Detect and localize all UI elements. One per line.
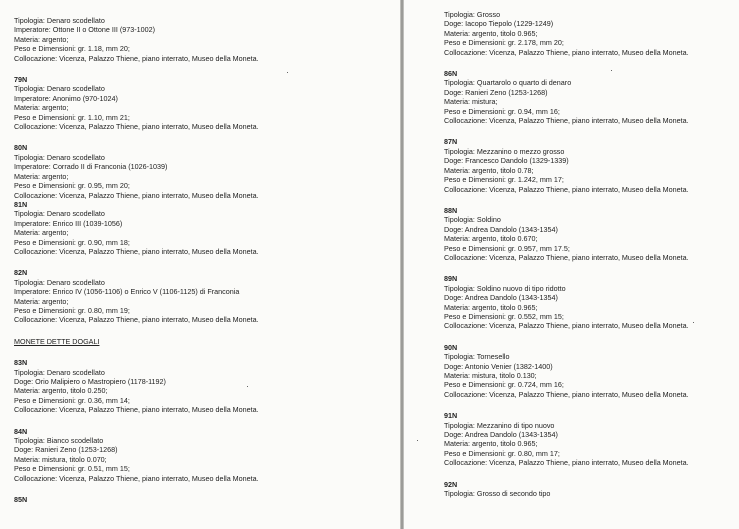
paper-speck [247, 386, 248, 387]
entry-line: Peso e Dimensioni: gr. 0.51, mm 15; [14, 464, 130, 474]
left-entries-after [14, 358, 396, 504]
entry-line: Peso e Dimensioni: gr. 0.90, mm 18; [14, 237, 130, 247]
entry-code: 79N [14, 75, 28, 85]
left-entries [14, 16, 396, 325]
paper-speck [417, 440, 418, 441]
entry-code: 92N [444, 479, 458, 489]
catalog-entry [444, 137, 735, 193]
entry-line: Materia: argento, titolo 0.965; [444, 28, 538, 38]
entry-code: 81N [14, 199, 28, 209]
entry-line: Collocazione: Vicenza, Palazzo Thiene, piano interrato, Museo della Moneta. [14, 473, 259, 483]
catalog-entry [14, 75, 396, 131]
entry-code: 84N [14, 426, 28, 436]
entry-line: Materia: argento, titolo 0.78; [444, 165, 534, 175]
paper-speck [693, 322, 694, 323]
entry-line: Materia: argento, titolo 0.250; [14, 386, 108, 396]
entry-code: 88N [444, 205, 458, 215]
entry-line: Materia: argento; [14, 228, 69, 238]
entry-line: Peso e Dimensioni: gr. 0.957, mm 17.5; [444, 243, 570, 253]
entry-line: Materia: argento, titolo 0.670; [444, 234, 538, 244]
entry-line: Tipologia: Soldino [444, 215, 501, 225]
entry-line: Collocazione: Vicenza, Palazzo Thiene, piano interrato, Museo della Moneta. [444, 321, 689, 331]
catalog-entry [14, 16, 396, 63]
entry-line: Peso e Dimensioni: gr. 1.242, mm 17; [444, 175, 564, 185]
entry-line: Materia: argento; [14, 34, 69, 44]
right-page [404, 0, 739, 529]
entry-line: Collocazione: Vicenza, Palazzo Thiene, piano interrato, Museo della Moneta. [444, 252, 689, 262]
catalog-entry [14, 143, 396, 199]
entry-line: Peso e Dimensioni: gr. 2.178, mm 20; [444, 38, 564, 48]
entry-line: Tipologia: Denaro scodellato [14, 367, 105, 377]
entry-code: 91N [444, 411, 458, 421]
entry-line: Tipologia: Mezzanino o mezzo grosso [444, 146, 565, 156]
entry-line: Tipologia: Bianco scodellato [14, 436, 104, 446]
entry-line: Doge: Andrea Dandolo (1343-1354) [444, 224, 558, 234]
entry-line: Collocazione: Vicenza, Palazzo Thiene, piano interrato, Museo della Moneta. [444, 184, 689, 194]
entry-line: Tipologia: Denaro scodellato [14, 209, 105, 219]
entry-line: Peso e Dimensioni: gr. 0.80, mm 17; [444, 448, 560, 458]
entry-line: Doge: Francesco Dandolo (1329-1339) [444, 156, 569, 166]
paper-speck [611, 70, 612, 71]
section-heading: MONETE DETTE DOGALI [14, 336, 100, 346]
entry-line: Tipologia: Denaro scodellato [14, 152, 105, 162]
entry-line: Materia: mistura; [444, 97, 498, 107]
entry-line: Peso e Dimensioni: gr. 0.94, mm 16; [444, 106, 560, 116]
entry-line: Peso e Dimensioni: gr. 0.80, mm 19; [14, 305, 130, 315]
entry-code: 83N [14, 358, 28, 368]
entry-line: Peso e Dimensioni: gr. 0.36, mm 14; [14, 395, 130, 405]
entry-line: Doge: Orio Malipiero o Mastropiero (1178-1192) [14, 377, 166, 386]
entry-line: Doge: Andrea Dandolo (1343-1354) [444, 430, 558, 440]
entry-line: Tipologia: Mezzanino di tipo nuovo [444, 420, 555, 430]
entry-line: Collocazione: Vicenza, Palazzo Thiene, piano interrato, Museo della Moneta. [14, 315, 259, 325]
entry-code: 89N [444, 274, 458, 284]
entry-line: Tipologia: Tornesello [444, 352, 510, 362]
entry-line: Imperatore: Corrado II di Franconia (1026-1039) [14, 162, 168, 172]
entry-line: Materia: argento; [14, 103, 69, 113]
entry-code: 86N [444, 69, 458, 79]
entry-line: Imperatore: Enrico III (1039-1056) [14, 218, 123, 228]
catalog-entry [14, 268, 396, 324]
entry-line: Collocazione: Vicenza, Palazzo Thiene, piano interrato, Museo della Moneta. [444, 389, 689, 399]
entry-line: Doge: Antonio Venier (1382-1400) [444, 361, 553, 371]
entry-line: Peso e Dimensioni: gr. 1.18, mm 20; [14, 44, 130, 54]
catalog-entry [14, 358, 396, 414]
entry-line: Doge: Andrea Dandolo (1343-1354) [444, 293, 558, 303]
entry-line: Imperatore: Ottone II o Ottone III (973-1002) [14, 25, 156, 35]
entry-line: Collocazione: Vicenza, Palazzo Thiene, piano interrato, Museo della Moneta. [444, 116, 689, 126]
catalog-entry [444, 411, 735, 467]
paper-speck [287, 72, 288, 73]
catalog-entry [444, 480, 735, 499]
entry-line: Collocazione: Vicenza, Palazzo Thiene, piano interrato, Museo della Moneta. [14, 405, 259, 415]
catalog-entry [444, 274, 735, 330]
catalog-entry [444, 10, 735, 57]
catalog-entry [444, 343, 735, 399]
entry-code: 90N [444, 342, 458, 352]
entry-line: Peso e Dimensioni: gr. 0.552, mm 15; [444, 311, 564, 321]
catalog-entry [444, 69, 735, 125]
entry-line: Imperatore: Anonimo (970-1024) [14, 93, 118, 103]
entry-line: Peso e Dimensioni: gr. 0.95, mm 20; [14, 181, 130, 191]
entry-line: Collocazione: Vicenza, Palazzo Thiene, piano interrato, Museo della Moneta. [14, 246, 259, 256]
entry-line: Materia: argento; [14, 171, 69, 181]
entry-line: Tipologia: Denaro scodellato [14, 84, 105, 94]
entry-line: Tipologia: Quartarolo o quarto di denaro [444, 78, 572, 88]
entry-line: Tipologia: Denaro scodellato [14, 16, 105, 25]
right-entries [444, 10, 735, 498]
entry-code: 87N [444, 137, 458, 147]
entry-line: Doge: Ranieri Zeno (1253-1268) [444, 87, 548, 97]
catalog-entry [14, 495, 396, 504]
entry-line: Tipologia: Grosso [444, 10, 501, 19]
entry-line: Peso e Dimensioni: gr. 0.724, mm 16; [444, 380, 564, 390]
entry-line: Doge: Ranieri Zeno (1253-1268) [14, 445, 118, 455]
entry-line: Materia: argento, titolo 0.965; [444, 439, 538, 449]
entry-line: Materia: mistura, titolo 0.070; [14, 454, 107, 464]
entry-line: Materia: mistura, titolo 0.130; [444, 371, 537, 380]
entry-line: Peso e Dimensioni: gr. 1.10, mm 21; [14, 112, 130, 122]
catalog-entry [444, 206, 735, 262]
entry-line: Imperatore: Enrico IV (1056-1106) o Enrico V (1106-1125) di Franconia [14, 287, 240, 297]
entry-line: Doge: Iacopo Tiepolo (1229-1249) [444, 19, 554, 29]
entry-line: Collocazione: Vicenza, Palazzo Thiene, piano interrato, Museo della Moneta. [444, 47, 689, 57]
entry-line: Tipologia: Soldino nuovo di tipo ridotto [444, 283, 566, 293]
catalog-entry [14, 427, 396, 483]
entry-line: Collocazione: Vicenza, Palazzo Thiene, piano interrato, Museo della Moneta. [14, 53, 259, 63]
entry-code: 80N [14, 143, 28, 153]
entry-line: Materia: argento, titolo 0.965; [444, 302, 538, 312]
entry-line: Tipologia: Grosso di secondo tipo [444, 489, 551, 499]
entry-line: Collocazione: Vicenza, Palazzo Thiene, piano interrato, Museo della Moneta. [14, 122, 259, 132]
catalog-entry [14, 200, 396, 256]
entry-code: 85N [14, 495, 28, 505]
entry-code: 82N [14, 268, 28, 278]
entry-line: Collocazione: Vicenza, Palazzo Thiene, piano interrato, Museo della Moneta. [444, 458, 689, 468]
entry-line: Materia: argento; [14, 296, 69, 306]
entry-line: Collocazione: Vicenza, Palazzo Thiene, piano interrato, Museo della Moneta. [14, 190, 259, 200]
entry-line: Tipologia: Denaro scodellato [14, 277, 105, 287]
